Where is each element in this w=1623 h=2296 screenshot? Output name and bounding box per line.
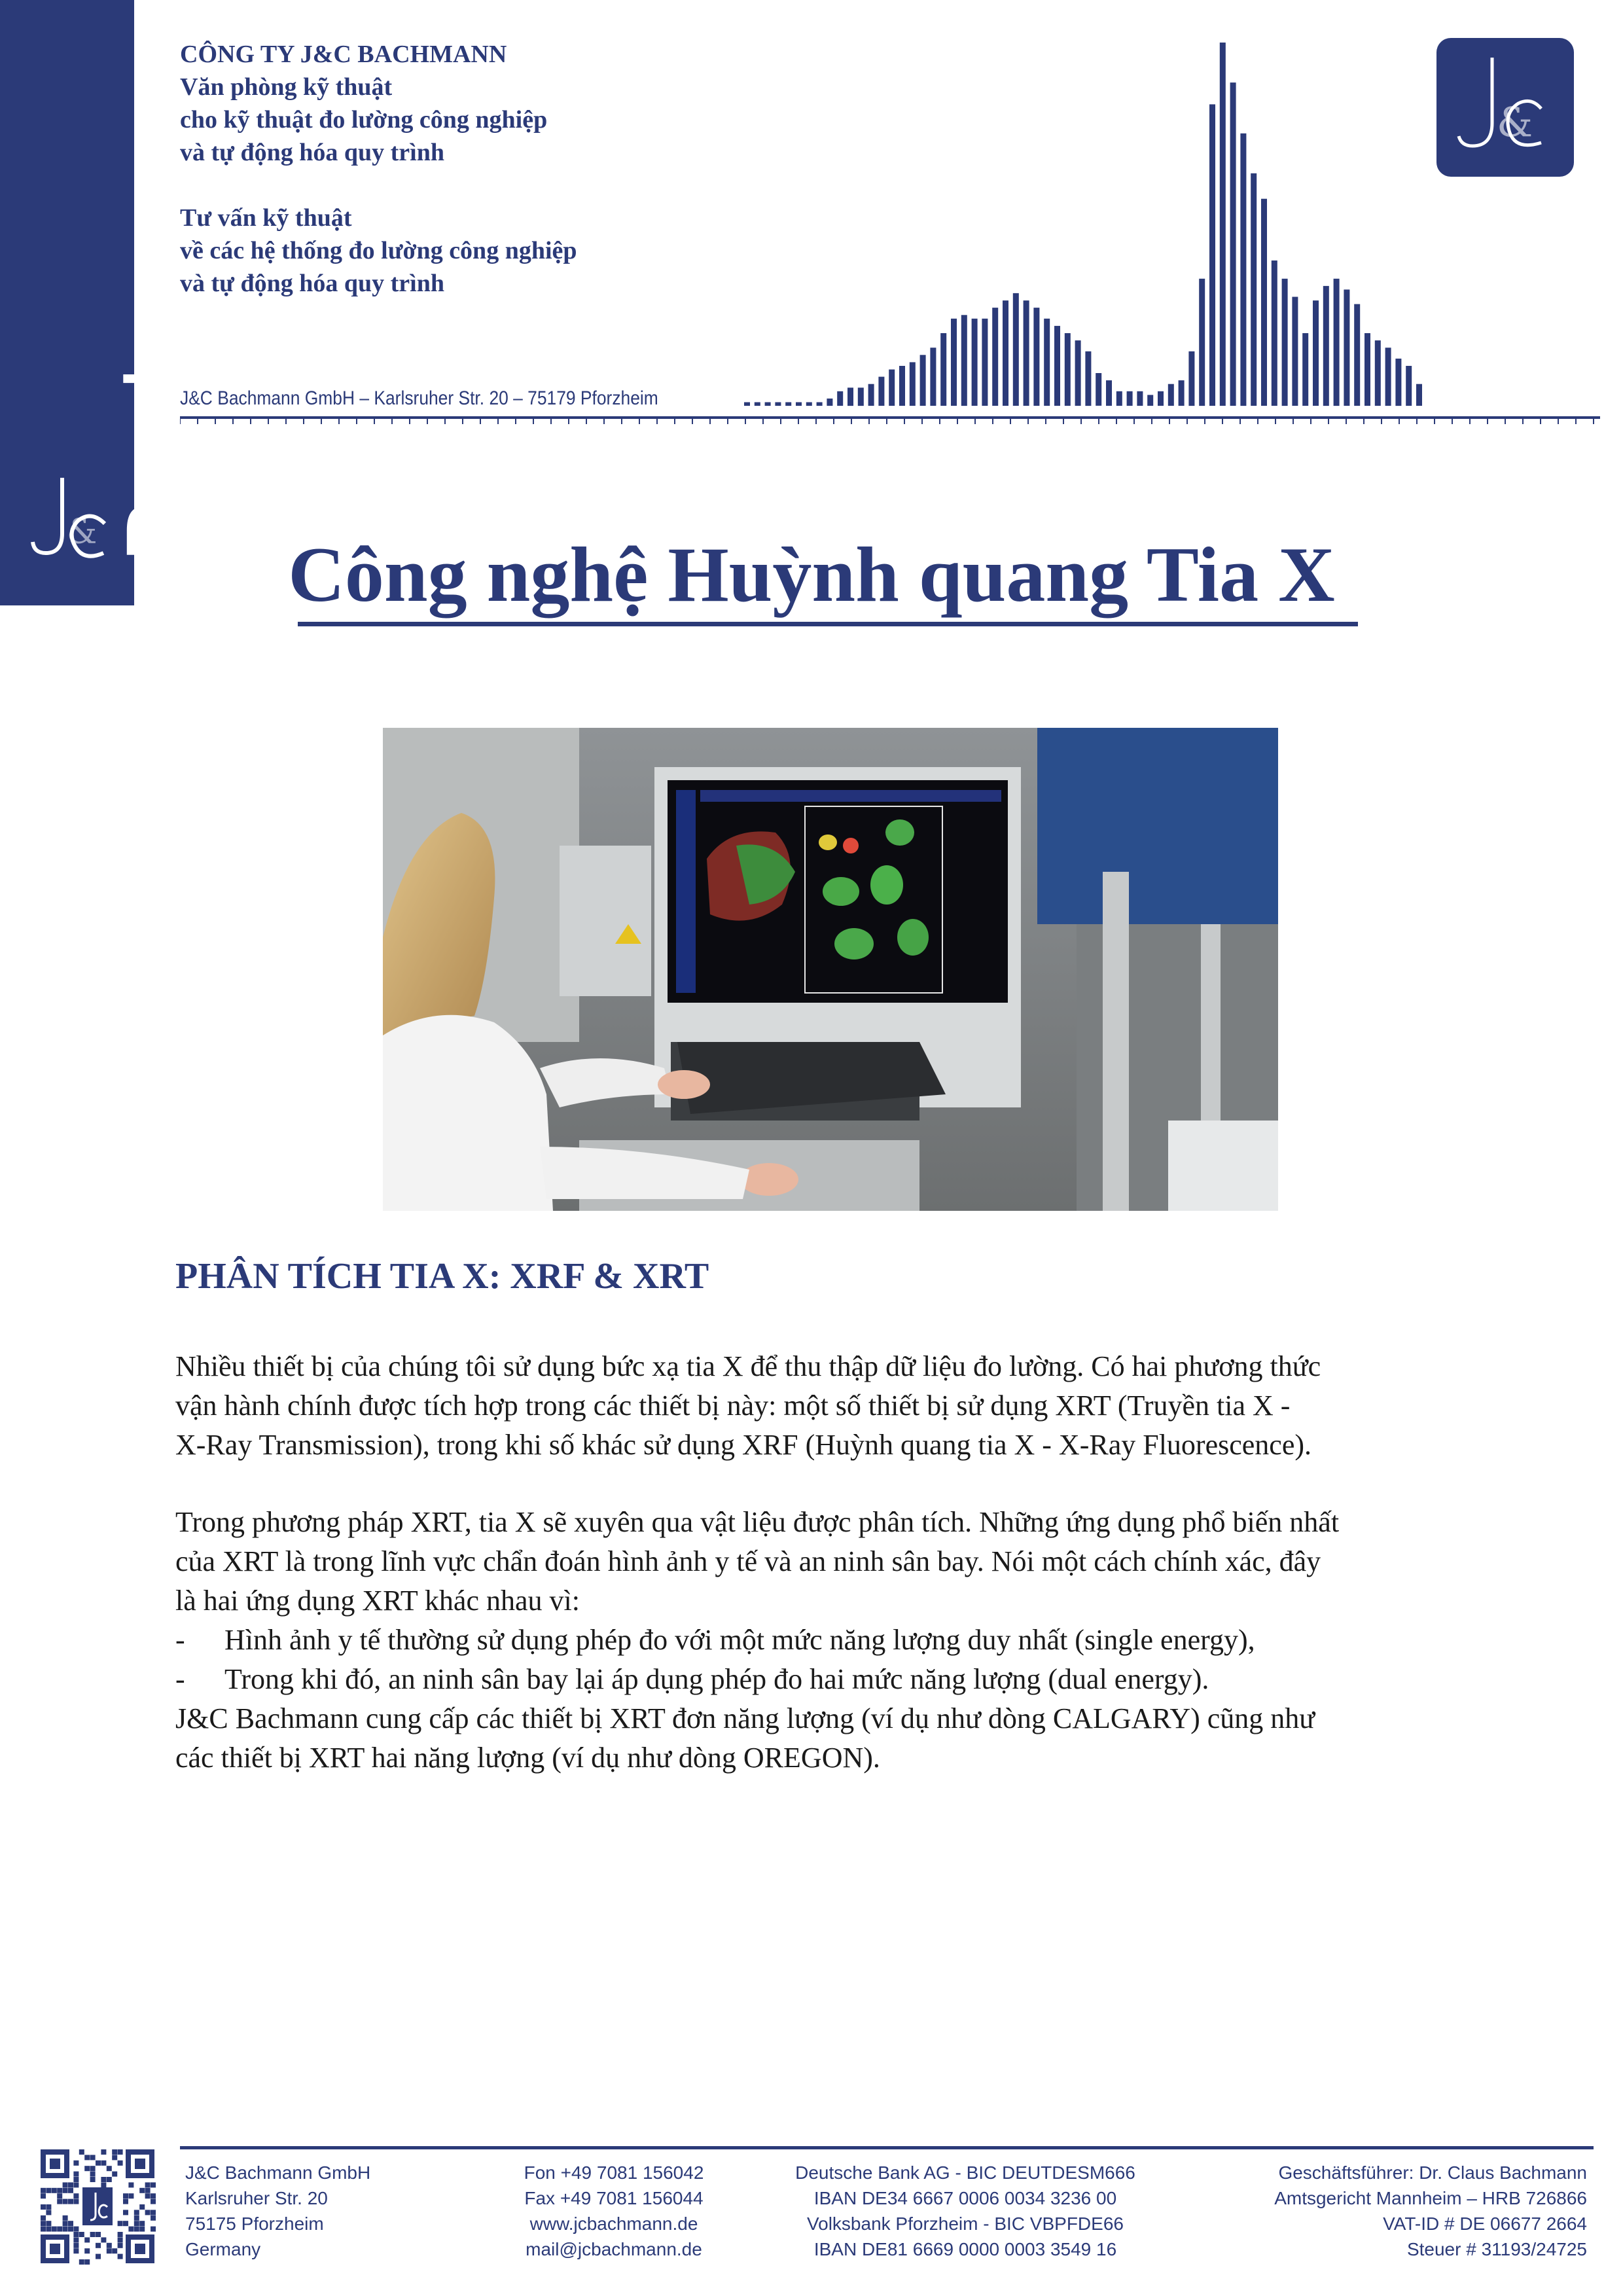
sidebar-brand-text: Bachmann (105, 82, 215, 563)
paragraph-line: của XRT là trong lĩnh vực chẩn đoán hình ảnh y tế và an ninh sân bay. Nói một cách chính xác, đây (175, 1545, 1321, 1577)
spectrum-bar (1075, 340, 1081, 406)
spectrum-bar (1096, 373, 1101, 406)
footer-bank (782, 2160, 1149, 2262)
spectrum-bar (1188, 351, 1194, 406)
paragraph-line: vận hành chính được tích hợp trong các thiết bị này: một số thiết bị sử dụng XRT (Truyền tia X - (175, 1390, 1291, 1422)
footer-contact (519, 2160, 709, 2262)
spectrum-bar (1054, 326, 1060, 406)
spectrum-bar (1179, 380, 1185, 406)
footer-line: Karlsruher Str. 20 (185, 2188, 328, 2208)
spectrum-bar (796, 403, 802, 406)
spectrum-bar (1158, 391, 1164, 406)
paragraph-intro (175, 1347, 1471, 1465)
spectrum-bar (1065, 333, 1071, 406)
footer-line: Steuer # 31193/24725 (1406, 2239, 1587, 2259)
footer-phone: Fon +49 7081 156042 (524, 2162, 704, 2183)
spectrum-bar (837, 391, 843, 406)
footer-line: VAT-ID # DE 06677 2664 (1383, 2214, 1587, 2234)
title-underline (298, 622, 1358, 626)
spectrum-bar (1199, 279, 1205, 406)
paragraph-line: J&C Bachmann cung cấp các thiết bị XRT đơn năng lượng (ví dụ như dòng CALGARY) cũng như (175, 1702, 1315, 1734)
spectrum-bar (868, 384, 874, 406)
spectrum-bar (1334, 279, 1340, 406)
footer-fax: Fax +49 7081 156044 (524, 2188, 704, 2208)
spectrum-bar (1168, 384, 1174, 406)
spectrum-bar (1024, 300, 1029, 406)
spectrum-bar (1282, 279, 1288, 406)
spectrum-bar (940, 333, 946, 406)
page-title: Công nghệ Huỳnh quang Tia X (288, 531, 1335, 618)
svg-text:&: & (1497, 98, 1533, 146)
spectrum-bar (806, 403, 812, 406)
spectrum-bar (1323, 286, 1329, 406)
consulting-line: và tự động hóa quy trình (180, 270, 444, 297)
spectrum-bar (899, 366, 905, 406)
spectrum-bar (951, 319, 957, 406)
header-address: J&C Bachmann GmbH – Karlsruher Str. 20 – 75179 Pforzheim (180, 387, 658, 409)
spectrum-bar (1044, 319, 1050, 406)
spectrum-bar (961, 315, 967, 406)
spectrum-bar (1313, 300, 1319, 406)
spectrum-bar (889, 370, 895, 406)
spectrum-bar (1416, 384, 1422, 406)
footer-line: Volksbank Pforzheim - BIC VBPFDE66 (807, 2214, 1124, 2234)
jc-logo-icon (1436, 38, 1574, 177)
spectrum-bar (1116, 391, 1122, 406)
paragraph-line: các thiết bị XRT hai năng lượng (ví dụ như dòng OREGON). (175, 1742, 880, 1774)
company-line: Văn phòng kỹ thuật (180, 73, 393, 101)
footer-line: Geschäftsführer: Dr. Claus Bachmann (1278, 2162, 1587, 2183)
list-item (175, 1660, 1471, 1699)
bullet-dash: - (175, 1663, 185, 1695)
spectrum-bar (1137, 391, 1143, 406)
spectrum-bar (1375, 340, 1381, 406)
section-heading: PHÂN TÍCH TIA X: XRF & XRT (175, 1256, 709, 1297)
company-line: CÔNG TY J&C BACHMANN (180, 41, 507, 68)
spectrum-bar (1127, 391, 1133, 406)
paragraph-line: là hai ứng dụng XRT khác nhau vì: (175, 1585, 580, 1617)
list-item (175, 1621, 1471, 1660)
company-line: cho kỹ thuật đo lường công nghiệp (180, 106, 548, 134)
consulting-line: Tư vấn kỹ thuật (180, 204, 352, 232)
spectrum-bar (1292, 297, 1298, 406)
spectrum-bar (1220, 43, 1226, 406)
spectrum-bar (775, 403, 781, 406)
spectrum-bar (972, 319, 978, 406)
spectrum-bar (847, 387, 853, 406)
footer-website-link[interactable]: www.jcbachmann.de (529, 2214, 698, 2234)
spectrum-bar (1240, 134, 1246, 406)
bullet-text: Hình ảnh y tế thường sử dụng phép đo với một mức năng lượng duy nhất (single energy), (224, 1624, 1255, 1656)
jc-logo (1436, 38, 1574, 177)
spectrum-bar (992, 308, 998, 406)
spectrum-bar (1261, 199, 1267, 406)
spectrum-bar (1344, 289, 1349, 406)
spectrum-bar (920, 355, 926, 406)
spectrum-bar (1230, 82, 1236, 406)
spectrum-bar (910, 362, 916, 406)
spectrum-bar (827, 399, 832, 406)
footer-line: 75175 Pforzheim (185, 2214, 324, 2234)
spectrum-bar (1085, 351, 1091, 406)
spectrum-bar (744, 403, 750, 406)
spectrum-bar (1354, 304, 1360, 406)
footer-line: IBAN DE81 6669 0000 0003 3549 16 (813, 2239, 1117, 2259)
spectrum-bar (765, 403, 771, 406)
footer-line: J&C Bachmann GmbH (185, 2162, 371, 2183)
spectrum-decoration (180, 20, 1607, 432)
bullet-text: Trong khi đó, an ninh sân bay lại áp dụng phép đo hai mức năng lượng (dual energy). (224, 1663, 1209, 1695)
paragraph-line: X-Ray Transmission), trong khi số khác sử dụng XRF (Huỳnh quang tia X - X-Ray Fluorescence). (175, 1429, 1312, 1461)
spectrum-bar (817, 403, 823, 406)
spectrum-bar (755, 403, 760, 406)
footer-legal (1198, 2160, 1587, 2262)
spectrum-bar (1364, 333, 1370, 406)
consulting-line: về các hệ thống đo lường công nghiệp (180, 237, 577, 264)
sidebar-brand-band (0, 0, 215, 605)
svg-text:&: & (67, 512, 98, 552)
spectrum-bar (1033, 308, 1039, 406)
spectrum-bar (878, 377, 884, 406)
spectrum-bar (1395, 359, 1401, 406)
spectrum-bar (1003, 300, 1008, 406)
spectrum-bar (858, 387, 864, 406)
company-line: và tự động hóa quy trình (180, 139, 444, 166)
spectrum-bar (1272, 260, 1277, 406)
xray-workstation-photo (383, 728, 1278, 1211)
footer-line: Amtsgericht Mannheim – HRB 726866 (1274, 2188, 1587, 2208)
spectrum-bar (982, 319, 988, 406)
spectrum-bar (1251, 173, 1257, 406)
footer-email-link[interactable]: mail@jcbachmann.de (526, 2239, 702, 2259)
footer-line: IBAN DE34 6667 0006 0034 3236 00 (813, 2188, 1117, 2208)
spectrum-bar (1147, 395, 1153, 406)
footer-divider (180, 2146, 1594, 2149)
footer-line: Germany (185, 2239, 261, 2259)
footer-line: Deutsche Bank AG - BIC DEUTDESM666 (795, 2162, 1135, 2183)
spectrum-bar (1385, 348, 1391, 406)
spectrum-bar (1406, 366, 1412, 406)
paragraph-xrt (175, 1503, 1471, 1778)
qr-code-icon (38, 2147, 157, 2266)
paragraph-line: Nhiều thiết bị của chúng tôi sử dụng bức xạ tia X để thu thập dữ liệu đo lường. Có hai phương thức (175, 1350, 1321, 1382)
spectrum-bar (930, 348, 936, 406)
paragraph-line: Trong phương pháp XRT, tia X sẽ xuyên qua vật liệu được phân tích. Những ứng dụng phổ biến nhất (175, 1506, 1340, 1538)
spectrum-bar (1209, 104, 1215, 406)
footer-address (185, 2160, 370, 2262)
spectrum-bar (1106, 380, 1112, 406)
spectrum-bar (1302, 333, 1308, 406)
spectrum-bar (785, 403, 791, 406)
bullet-dash: - (175, 1624, 185, 1656)
spectrum-bar (1013, 293, 1019, 406)
